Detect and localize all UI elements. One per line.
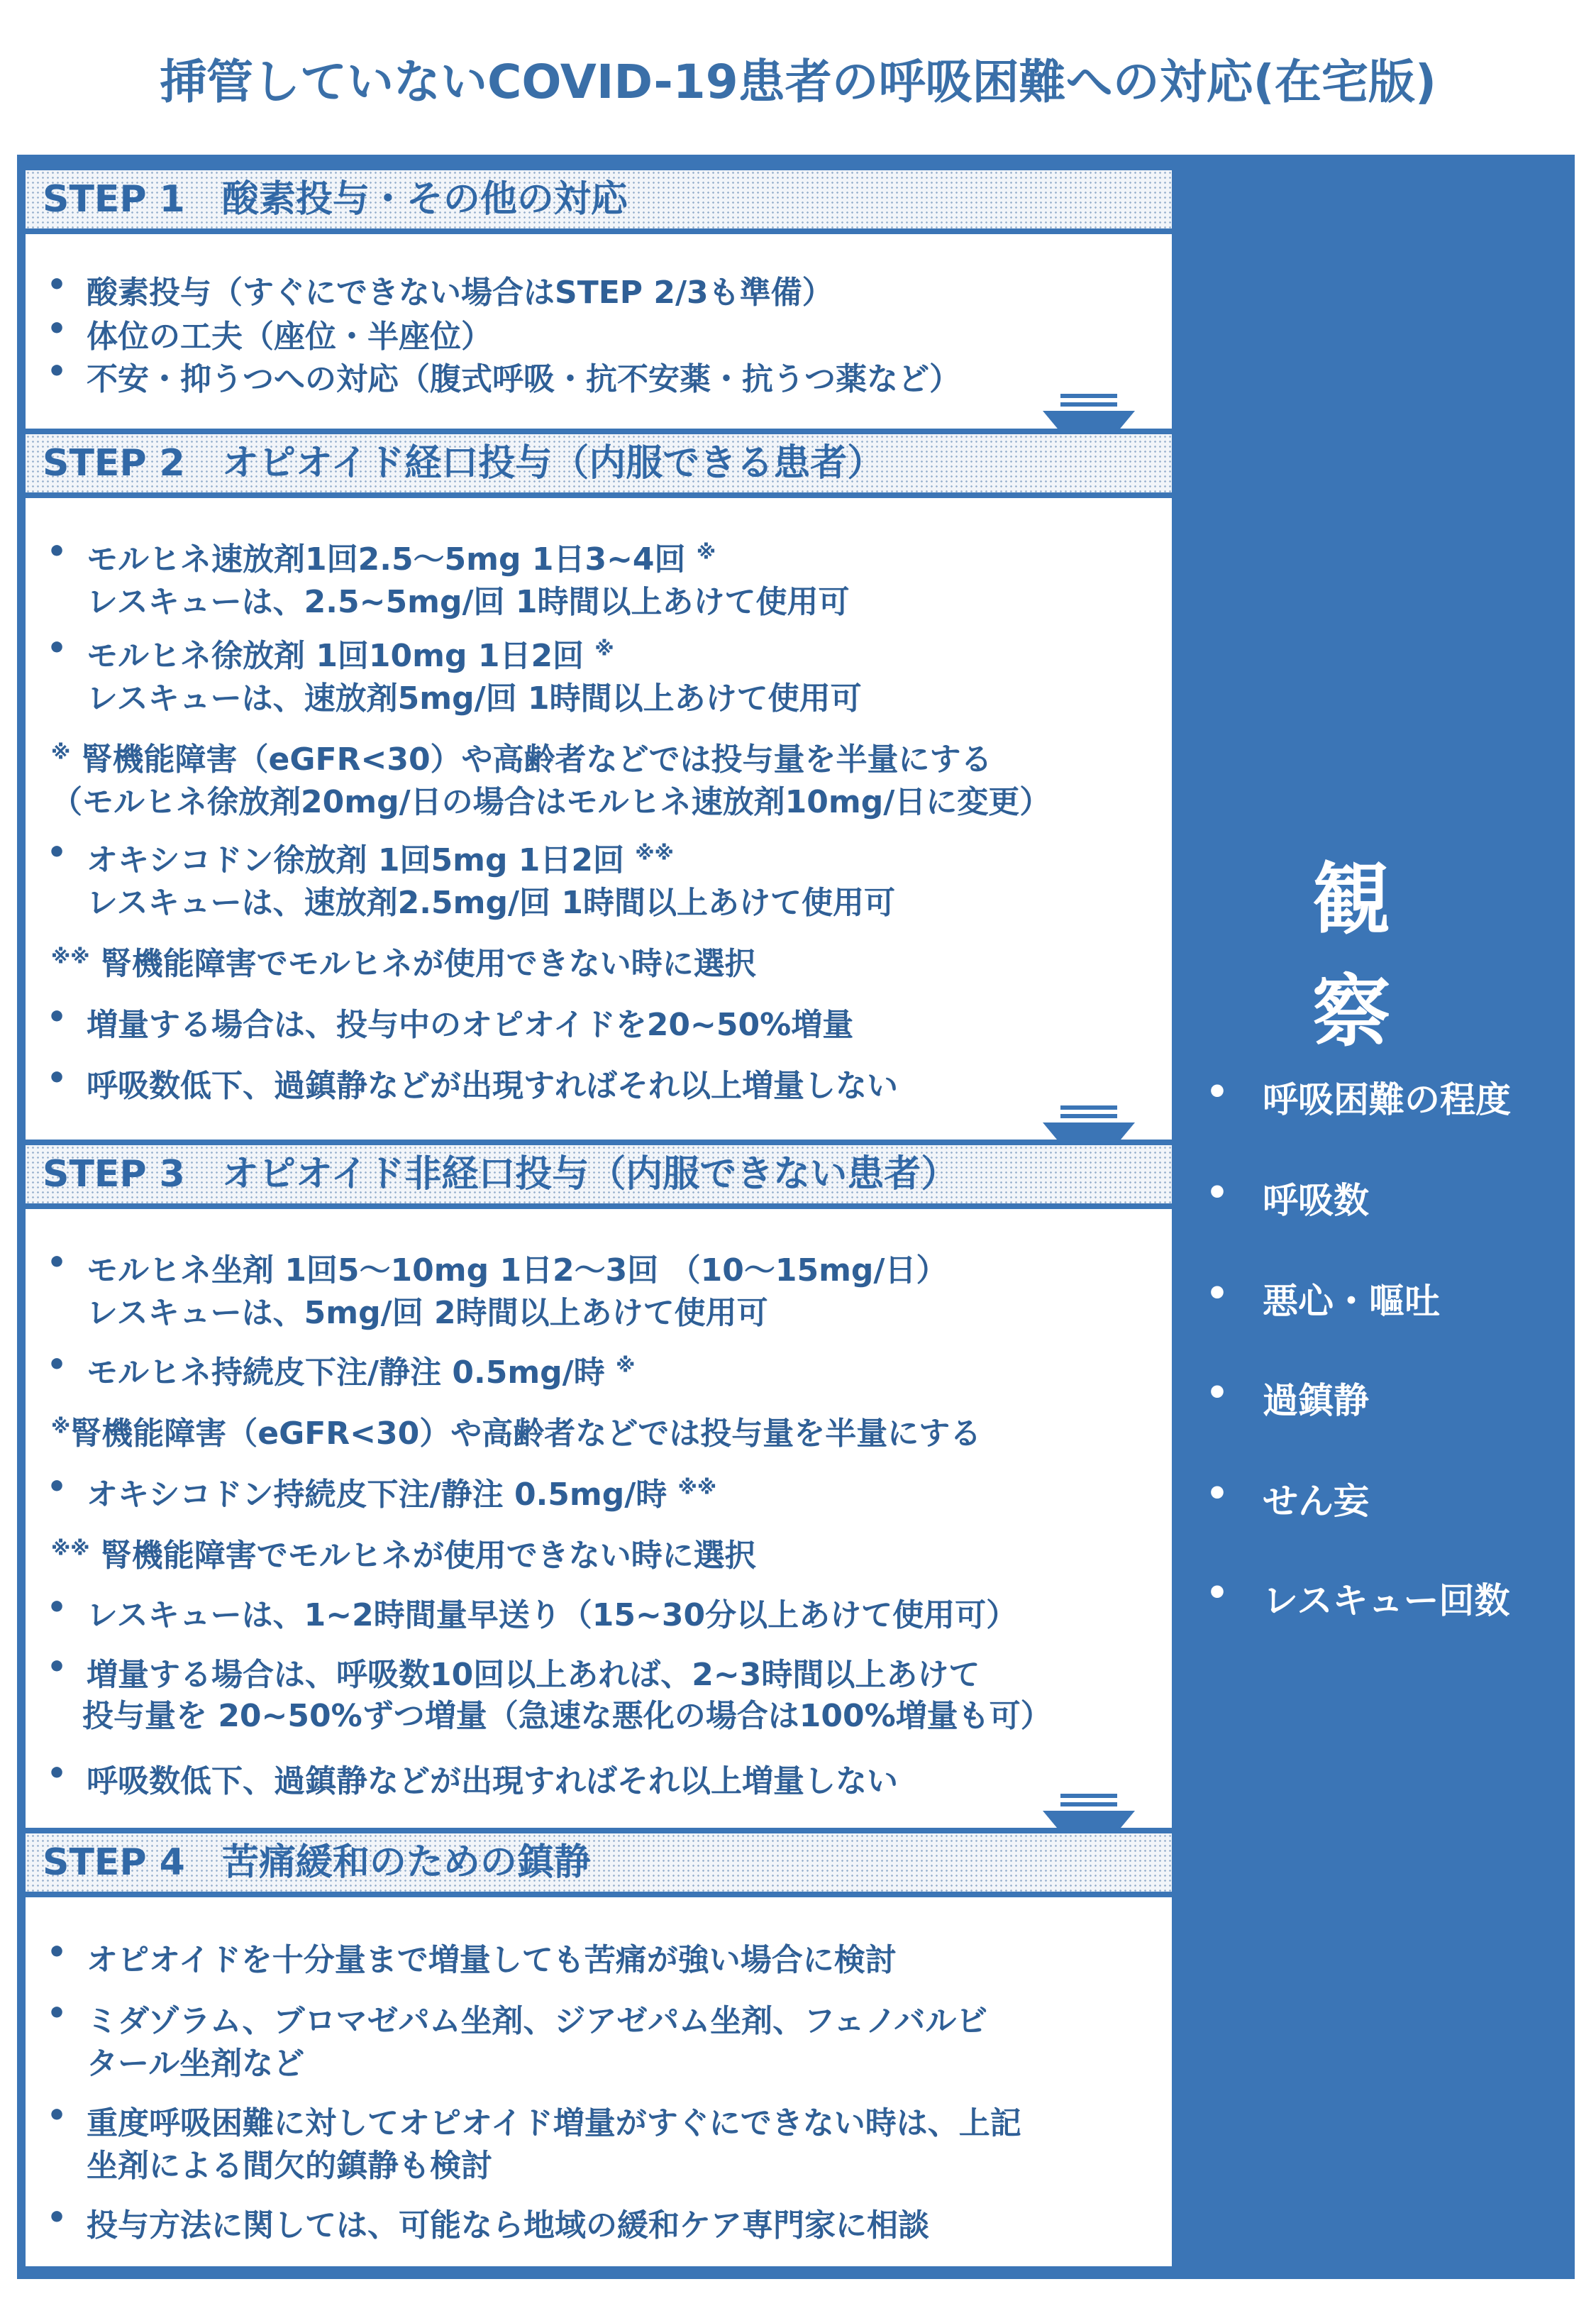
step1-line: • 体位の工夫（座位・半座位） bbox=[47, 311, 492, 356]
step2-line: • モルヒネ速放剤1回2.5～5mg 1日3~4回 ※ bbox=[47, 534, 716, 579]
step3-line: レスキューは、5mg/回 2時間以上あけて使用可 bbox=[87, 1295, 768, 1331]
step3-line: 投与量を 20~50%ずつ増量（急速な悪化の場合は100%増量も可） bbox=[82, 1698, 1052, 1734]
step3-line: • オキシコドン持続皮下注/静注 0.5mg/時 ※※ bbox=[47, 1469, 716, 1514]
step3-heading: STEP 3 オピオイド非経口投与（内服できない患者） bbox=[26, 1140, 1172, 1209]
step2-body bbox=[26, 509, 1172, 1134]
step2-line: • モルヒネ徐放剤 1回10mg 1日2回 ※ bbox=[47, 630, 614, 675]
step4-heading: STEP 4 苦痛緩和のための鎮静 bbox=[26, 1828, 1172, 1897]
observation-title: 観 察 bbox=[1312, 854, 1553, 1057]
step4-line: タール坐剤など bbox=[87, 2046, 305, 2082]
step2-line: レスキューは、2.5~5mg/回 1時間以上あけて使用可 bbox=[87, 584, 850, 620]
step3-line: • 増量する場合は、呼吸数10回以上あれば、2~3時間以上あけて bbox=[47, 1649, 980, 1694]
step2-note: ※※ 腎機能障害でモルヒネが使用できない時に選択 bbox=[51, 944, 756, 982]
page-title: 挿管していないCOVID-19患者の呼吸困難への対応(在宅版) bbox=[160, 55, 1436, 109]
step3-body bbox=[26, 1220, 1172, 1818]
step3-line: • モルヒネ坐剤 1回5～10mg 1日2～3回 （10～15mg/日） bbox=[47, 1245, 947, 1290]
step3-line: • レスキューは、1~2時間量早送り（15~30分以上あけて使用可） bbox=[47, 1589, 1017, 1635]
step3-line: • モルヒネ持続皮下注/静注 0.5mg/時 ※ bbox=[47, 1347, 635, 1392]
step2-line: • オキシコドン徐放剤 1回5mg 1日2回 ※※ bbox=[47, 834, 674, 880]
step4-line: • 投与方法に関しては、可能なら地域の緩和ケア専門家に相談 bbox=[47, 2200, 929, 2245]
step1-heading: STEP 1 酸素投与・その他の対応 bbox=[26, 165, 1172, 234]
step1-line: • 不安・抑うつへの対応（腹式呼吸・抗不安薬・抗うつ薬など） bbox=[47, 353, 960, 399]
step3-line: • 呼吸数低下、過鎮静などが出現すればそれ以上増量しない bbox=[47, 1755, 898, 1801]
step2-note: ※ 腎機能障害（eGFR<30）や高齢者などでは投与量を半量にする bbox=[51, 740, 992, 778]
step1-body bbox=[26, 246, 1172, 423]
step4-line: • オピオイドを十分量まで増量しても苦痛が強い場合に検討 bbox=[47, 1934, 897, 1980]
step2-line: • 呼吸数低下、過鎮静などが出現すればそれ以上増量しない bbox=[47, 1060, 898, 1105]
step2-note: （モルヒネ徐放剤20mg/日の場合はモルヒネ速放剤10mg/日に変更） bbox=[51, 784, 1051, 820]
step2-line: レスキューは、速放剤2.5mg/回 1時間以上あけて使用可 bbox=[87, 885, 895, 921]
step4-line: • ミダゾラム、ブロマゼパム坐剤、ジアゼパム坐剤、フェノバルビ bbox=[47, 1995, 987, 2041]
step2-heading: STEP 2 オピオイド経口投与（内服できる患者） bbox=[26, 429, 1172, 498]
step2-line: • 増量する場合は、投与中のオピオイドを20~50%増量 bbox=[47, 999, 853, 1044]
step4-line: 坐剤による間欠的鎮静も検討 bbox=[87, 2148, 492, 2184]
step4-body bbox=[26, 1909, 1172, 2266]
step3-note: ※腎機能障害（eGFR<30）や高齢者などでは投与量を半量にする bbox=[51, 1414, 982, 1452]
step1-line: • 酸素投与（すぐにできない場合はSTEP 2/3も準備） bbox=[47, 267, 833, 312]
step2-line: レスキューは、速放剤5mg/回 1時間以上あけて使用可 bbox=[87, 680, 862, 717]
step4-line: • 重度呼吸困難に対してオピオイド増量がすぐにできない時は、上記 bbox=[47, 2097, 1021, 2143]
step3-note: ※※ 腎機能障害でモルヒネが使用できない時に選択 bbox=[51, 1536, 756, 1574]
